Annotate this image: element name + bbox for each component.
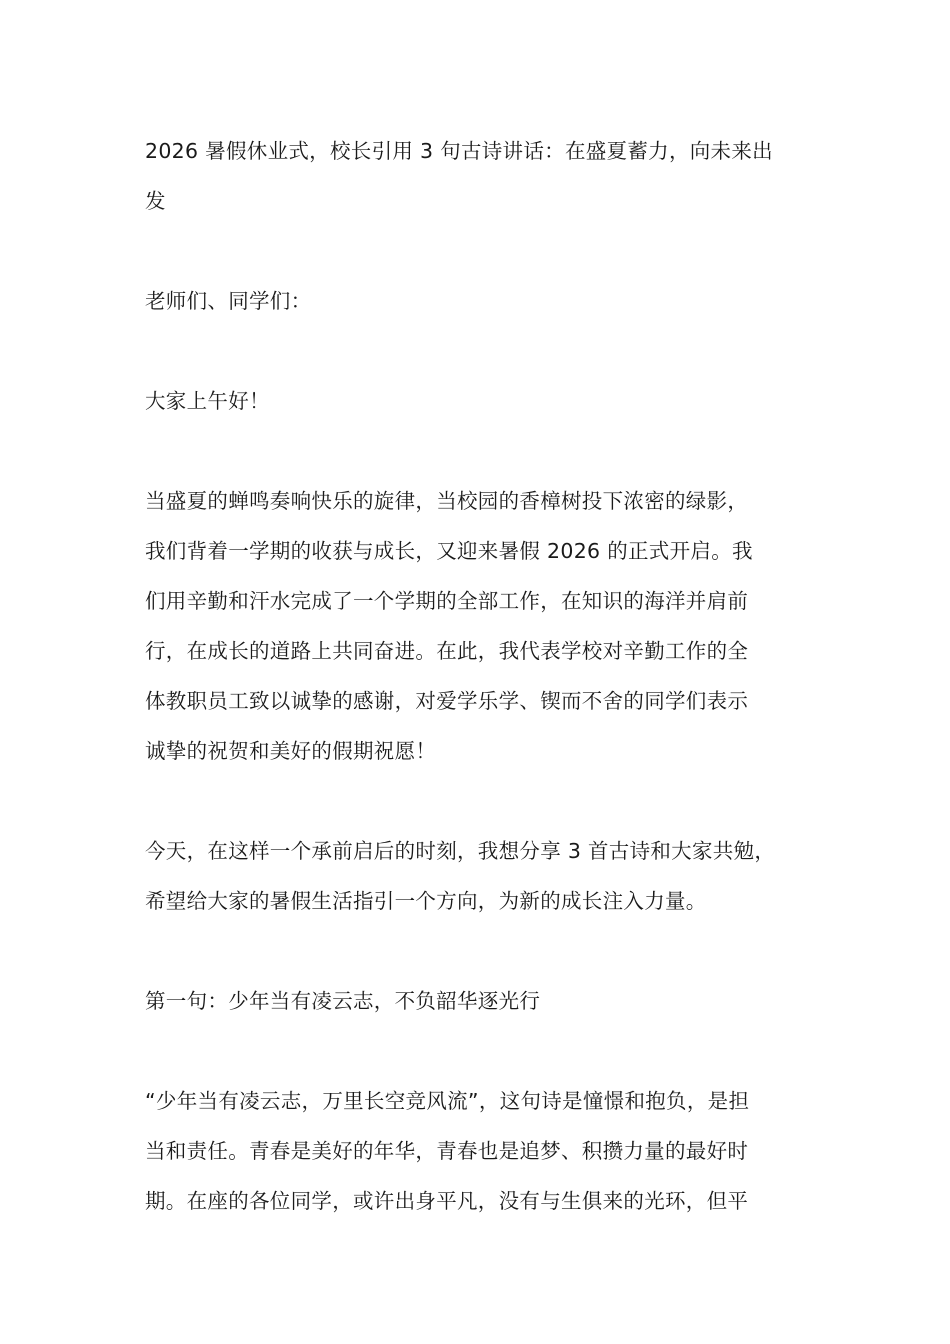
paragraph-section1 (145, 1076, 825, 1226)
document-title (145, 126, 825, 226)
paragraph-intro (145, 826, 825, 926)
text-line: 当和责任。青春是美好的年华，青春也是追梦、积攒力量的最好时 (145, 1139, 749, 1163)
text-line: 希望给大家的暑假生活指引一个方向，为新的成长注入力量。 (145, 889, 707, 913)
greeting: 大家上午好！ (145, 389, 270, 413)
text-line: 体教职员工致以诚挚的感谢，对爱学乐学、锲而不舍的同学们表示 (145, 689, 749, 713)
title-line: 2026 暑假休业式，校长引用 3 句古诗讲话：在盛夏蓄力，向未来出 (145, 139, 773, 163)
document-body (145, 126, 825, 1226)
text-line: 们用辛勤和汗水完成了一个学期的全部工作，在知识的海洋并肩前 (145, 589, 749, 613)
salutation: 老师们、同学们： (145, 289, 312, 313)
title-line: 发 (145, 189, 166, 213)
text-line: 今天，在这样一个承前启后的时刻，我想分享 3 首古诗和大家共勉， (145, 839, 776, 863)
section-heading: 第一句：少年当有凌云志，不负韶华逐光行 (145, 989, 541, 1013)
text-line: 诚挚的祝贺和美好的假期祝愿！ (145, 739, 437, 763)
text-line: 我们背着一学期的收获与成长，又迎来暑假 2026 的正式开启。我 (145, 539, 753, 563)
text-line: 当盛夏的蝉鸣奏响快乐的旋律，当校园的香樟树投下浓密的绿影， (145, 489, 749, 513)
text-line: “少年当有凌云志，万里长空竞风流”，这句诗是憧憬和抱负，是担 (145, 1089, 750, 1113)
text-line: 行，在成长的道路上共同奋进。在此，我代表学校对辛勤工作的全 (145, 639, 749, 663)
paragraph-opening (145, 476, 825, 776)
text-line: 期。在座的各位同学，或许出身平凡，没有与生俱来的光环，但平 (145, 1189, 749, 1213)
